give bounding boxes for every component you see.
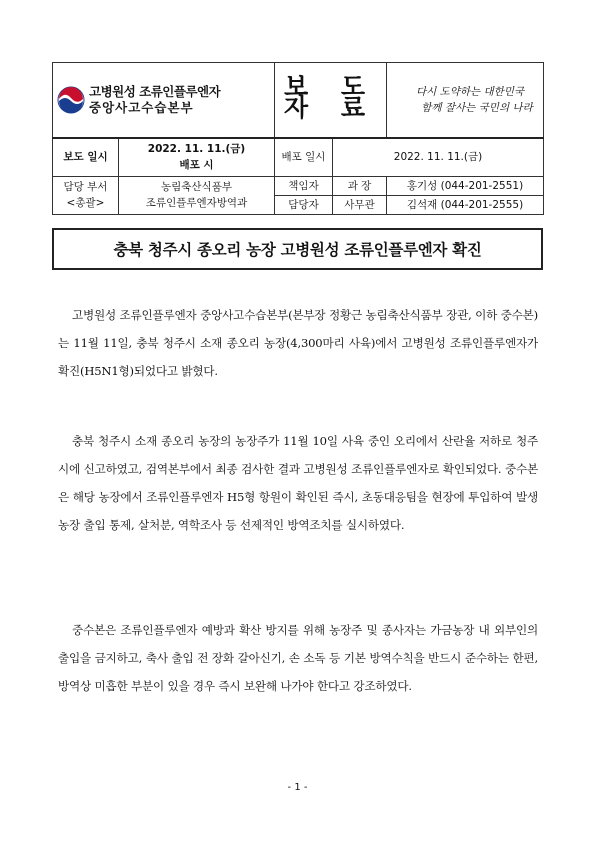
paragraph-1-text: 고병원성 조류인플루엔자 중앙사고수습본부(본부장 정황근 농림축산식품부 장관, 이하 중수본)는 11월 11일, 충북 청주시 소재 종오리 농장(4,300마리 사육)에서 고병원성 조류인플루엔자가 확진(H5N1형)되었다고 밝혔다. <box>58 308 538 378</box>
org-name-line1: 고병원성 조류인플루엔자 <box>89 84 221 99</box>
paragraph-2-text: 충북 청주시 소재 종오리 농장의 농장주가 11월 10일 사육 중인 오리에서 산란율 저하로 청주시에 신고하였고, 검역본부에서 최종 검사한 결과 고병원성 조류인플루엔자로 확인되었다. 중수본은 해당 농장에서 조류인플루엔자 H5형 항원이 확인된 즉시, 초동대응팀을 현장에 투입하여 발생농장 출입 통제, 살처분, 역학조사 등 선제적인 방역조치를 실시하였다. <box>58 434 538 532</box>
report-date: 2022. 11. 11.(금) <box>147 143 246 156</box>
report-time-value <box>119 138 275 176</box>
header-table <box>52 62 544 215</box>
paragraph-2 <box>58 427 538 539</box>
report-time-note: 배포 시 <box>179 159 214 172</box>
slogan-line1: 다시 도약하는 대한민국 <box>415 86 525 98</box>
slogan-line2: 함께 잘사는 국민의 나라 <box>421 102 533 114</box>
distribution-value: 2022. 11. 11.(금) <box>333 138 544 176</box>
press-release-title-cell <box>275 63 387 139</box>
staff-label: 담당자 <box>275 195 333 214</box>
slogan <box>387 63 544 139</box>
paragraph-3-text: 중수본은 조류인플루엔자 예방과 확산 방지를 위해 농장주 및 종사자는 가금농장 내 외부인의 출입을 금지하고, 축사 출입 전 장화 갈아신기, 손 소독 등 기본 방역수칙을 반드시 준수하는 한편, 방역상 미흡한 부분이 있을 경우 즉시 보완해 나가야 한다고 강조하였다. <box>58 623 538 693</box>
page-number: - 1 - <box>287 782 308 793</box>
dept-label-text: 담당 부서 <box>63 181 108 193</box>
manager-label: 책임자 <box>275 176 333 195</box>
report-time-label: 보도 일시 <box>53 138 119 176</box>
dept-label-sub: <총괄> <box>66 197 105 209</box>
manager-title: 과 장 <box>333 176 387 195</box>
dept-value <box>119 176 275 214</box>
staff-title: 사무관 <box>333 195 387 214</box>
headline: 충북 청주시 종오리 농장 고병원성 조류인플루엔자 확진 <box>52 228 543 270</box>
government-emblem-icon <box>57 86 85 114</box>
dept-division: 조류인플루엔자방역과 <box>145 197 248 209</box>
manager-contact: 홍기성 (044-201-2551) <box>387 176 544 195</box>
distribution-label: 배포 일시 <box>275 138 333 176</box>
org-name-line2: 중앙사고수습본부 <box>89 100 194 115</box>
staff-contact: 김석재 (044-201-2555) <box>387 195 544 214</box>
press-release-title: 보 도 자 료 <box>283 72 377 122</box>
paragraph-1 <box>58 301 538 385</box>
dept-label <box>53 176 119 214</box>
logo-cell <box>53 63 275 139</box>
dept-ministry: 농림축산식품부 <box>160 181 232 193</box>
paragraph-3 <box>58 616 538 700</box>
